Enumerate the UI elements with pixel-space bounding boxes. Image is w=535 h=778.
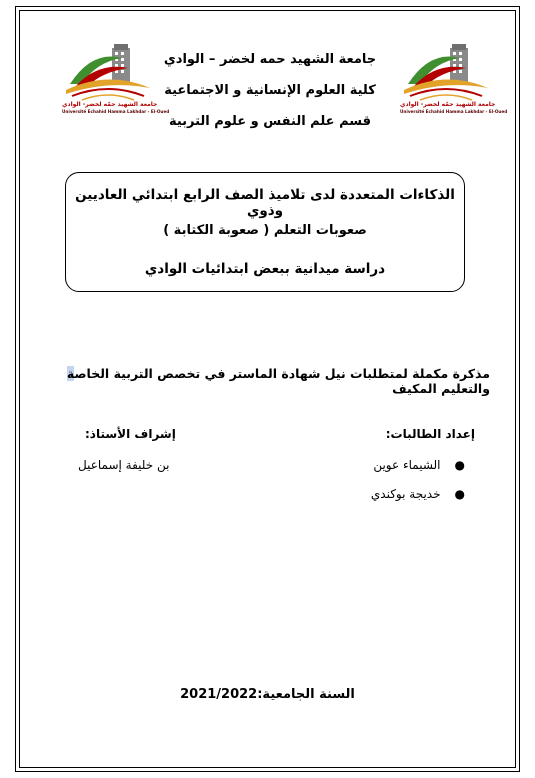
- university-logo-icon: [400, 40, 492, 102]
- students-label: إعداد الطالبات:: [385, 427, 475, 441]
- faculty-name: كلية العلوم الإنسانية و الاجتماعية: [164, 83, 376, 98]
- logo-latin-caption: Université Echahid Hamma Lakhdar - El-Oued: [400, 109, 508, 114]
- student-list-item: [371, 487, 465, 501]
- subtitle-text-end: والتعليم المكيف: [392, 381, 490, 396]
- university-logo-left: [62, 40, 170, 120]
- academic-year: السنة الجامعية:2021/2022: [180, 687, 355, 702]
- supervisor-label: إشراف الأستاذ:: [85, 427, 176, 441]
- bullet-icon: ●: [454, 458, 465, 472]
- thesis-title-box: [65, 172, 465, 292]
- department-name: قسم علم النفس و علوم التربية: [168, 114, 372, 129]
- thesis-subtitle: [30, 366, 490, 396]
- student-list-item: [373, 458, 465, 472]
- subtitle-highlighted-letter: ة: [66, 366, 75, 381]
- university-logo-right: [400, 40, 508, 120]
- thesis-title-line-2: صعوبات التعلم ( صعوبة الكتابة ): [163, 223, 367, 238]
- institution-header: [150, 44, 390, 137]
- bullet-icon: ●: [454, 487, 465, 501]
- logo-arabic-caption: جامعة الشهيد حمّه لخضر- الوادي: [62, 101, 158, 108]
- student-name: الشيماء عوين: [373, 458, 441, 472]
- university-logo-icon: [62, 40, 154, 102]
- logo-latin-caption: Université Echahid Hamma Lakhdar - El-Oued: [62, 109, 170, 114]
- student-name: خديجة بوكندي: [370, 487, 441, 501]
- university-name: جامعة الشهيد حمه لخضر – الوادي: [163, 52, 377, 67]
- subtitle-text-start: مذكرة مكملة لمتطلبات نيل شهادة الماستر في تخصص التربية الخاص: [74, 366, 490, 381]
- supervisor-name: بن خليفة إسماعيل: [78, 458, 170, 472]
- logo-arabic-caption: جامعة الشهيد حمّه لخضر- الوادي: [400, 101, 496, 108]
- thesis-title-line-3: دراسة ميدانية ببعض ابتدائيات الوادي: [144, 261, 386, 277]
- thesis-title-line-1: الذكاءات المتعددة لدى تلاميذ الصف الرابع ابتدائي العاديين وذوي: [75, 187, 455, 219]
